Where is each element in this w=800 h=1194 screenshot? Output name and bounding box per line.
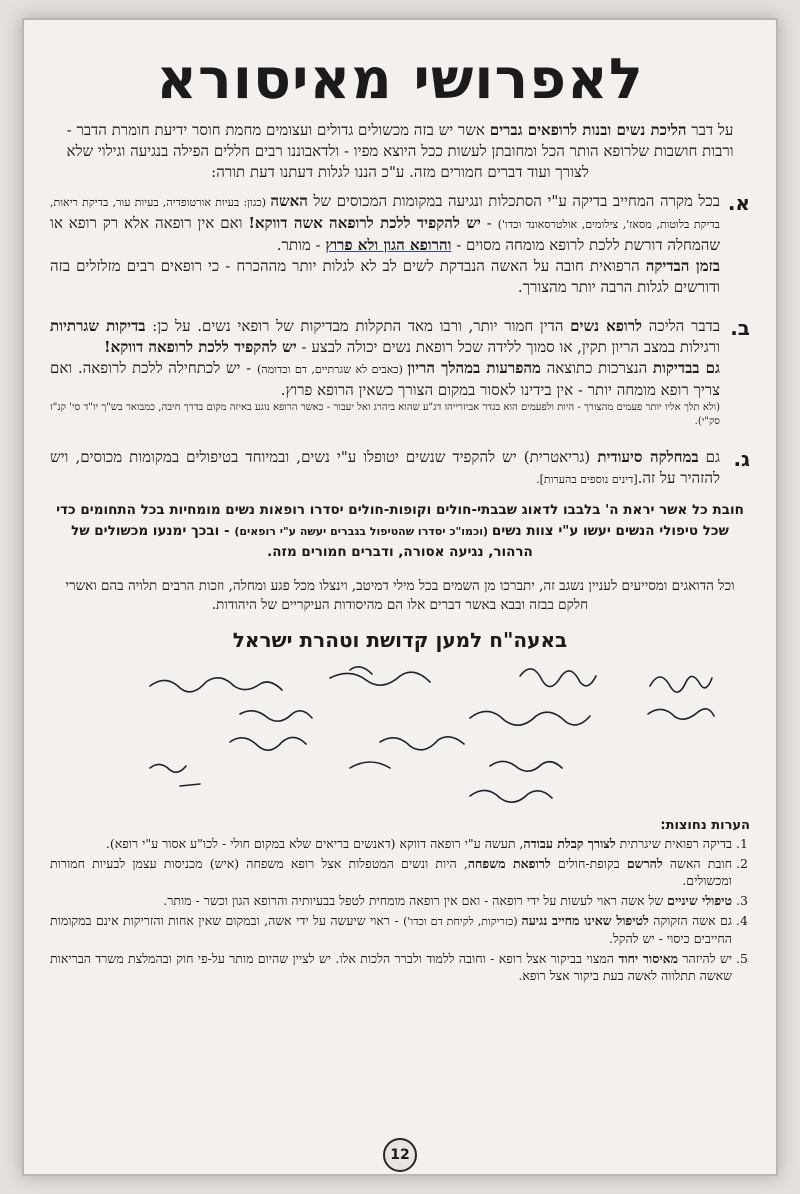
note-item [50, 892, 732, 909]
section-b-text [50, 316, 720, 429]
small-text: (כאבים לא שגרתיים, דם וכדומה) [256, 363, 408, 376]
text: בדיקה רפואית שיגרתית [615, 836, 732, 851]
note-item [50, 835, 732, 852]
intro-text-2: אשר יש בזה מכשולים גדולים ועצומים מחמת חוסר ידיעת חומרת הדבר - ורבות חושבות שלרופא הותר הכל ומחובתן לעשות ככל היוצא מפיו - ולדאבוננו רבים חללים הפילה בנגיעה וגילוי שלא לצורך ועוד דברים חמורים מזה. ע"כ הננו לגלות דעתנו דעת תורה: [66, 121, 734, 181]
text: חובת כל אשר יראת ה' בלבבו לדאוג שבבתי-חולים וקופות-חולים יסדרו רופאות נשים מומחיות בכל התחומים כדי שכל טיפולי הנשים יעשו ע"י צוות נשים [56, 502, 744, 539]
small-text: (וכמו"כ יסדרו שהטיפול בגברים יעשה ע"י רופאים) [234, 525, 492, 538]
bold-text: לרופא נשים [570, 317, 643, 335]
text: (גריאטרית) יש להקפיד שנשים יטופלו ע"י נשים, ובמיוחד בטיפולים במקומות מכוסים, ויש להזהיר על זה. [50, 448, 720, 487]
bold-text: לצורך קבלת עבודה [523, 836, 616, 851]
text: ואם אין רופאה אלא רק רופא או שהמחלה דורשת ללכת לרופא מומחה מסוים - [50, 214, 720, 254]
small-text: (ולא תלך אליו יותר פעמים מהצורך - היות ולפעמים הוא בגדר אביזרייהו דג"ע שהוא ביהרג ואל יעבור - כאשר הרופא נוגע באיזה מקום בדרך חיבה, כמבואר בש"ך יו"ד סי' קנ"ז סק"י). [50, 402, 720, 427]
section-a-letter: א. [727, 191, 750, 215]
text: הרפואית חובה על האשה הנבדקת לשים לב לא לגלות יותר מההכרח - כי רופאים רבים מזלזלים בזה ודורשים לגלות הרבה יותר מהצורך. [50, 257, 720, 296]
bold-text: טיפולי שיניים [667, 893, 732, 908]
bold-text: מהפרעות במהלך הריון [407, 359, 541, 377]
text: בקופת-חולים [550, 856, 627, 871]
page-number: 12 [383, 1138, 417, 1172]
text: של אשה ראוי לעשות על ידי רופאה - ואם אין רופאה מומחית לטפל בבעיותיה והרופא הגון וכשר - מותר. [163, 893, 668, 908]
intro-text: על דבר [686, 121, 734, 139]
text: - יש לכתחילה ללכת לרופאה. ואם צריך רופא מומחה יותר - אין בידינו לאסור במקום הצורך כשאין הרופא פרוץ. [50, 359, 720, 399]
bold-text: לטיפול שאינו מחייב נגיעה [521, 913, 649, 928]
page-title: לאפרושי מאיסורא [156, 47, 644, 112]
bold-text: במחלקה סיעודית [597, 448, 699, 466]
intro-bold: הליכת נשים ובנות לרופאים גברים [489, 121, 687, 139]
handwritten-signatures [50, 656, 750, 816]
text: הנצרכות כתוצאה [540, 359, 653, 377]
notes-heading: הערות נחוצות: [660, 818, 750, 833]
bold-text: להרשם [626, 856, 663, 871]
signatories-heading: באעה"ח למען קדושת וטהרת ישראל [232, 628, 568, 652]
small-text: (כגון: בעיות אורטופדיה, בעיות עור, בדיקת ריאות, בדיקת בלוטות, מסאז', צילומים, אולטרסאונד וכדו') [50, 196, 720, 231]
section-b [50, 316, 750, 429]
text: חובת האשה [662, 856, 733, 871]
bold-text: יש להקפיד ללכת לרופאה אשה דווקא! [248, 214, 481, 232]
section-c [50, 447, 750, 490]
bold-text: האשה [270, 192, 308, 210]
text: - מותר. [276, 236, 326, 254]
underlined-text: והרופא הגון ולא פרוץ [325, 236, 452, 254]
text: - ראוי שיעשה על ידי אשה, ובמקום שאין אחות והזריקות אינם במקומות החייבים כיסוי - יש להקל. [50, 913, 732, 946]
small-text: (כזריקות, לקיחת דם וכדו') [403, 915, 522, 928]
bold-text: מאיסור יחוד [618, 951, 679, 966]
note-item [50, 950, 732, 984]
intro-paragraph [56, 120, 744, 183]
document-page [22, 18, 778, 1176]
text: הדין חמור יותר, ורבו מאד התקלות מבדיקות של רופאי נשים. על כן: [145, 317, 571, 335]
call-to-action [50, 500, 750, 563]
text: גם [698, 448, 720, 466]
text: בדבר הליכה [642, 317, 720, 335]
text: , היות ונשים המטפלות אצל רופא משפחה (איש) מכניסות עצמן לבעיות חמורות ומכשולים. [50, 856, 732, 888]
text: ורגילות במצב הריון תקין, או סמוך ללידה שכל רופאת נשים יכולה לבצע - [296, 338, 720, 356]
section-b-letter: ב. [730, 316, 750, 340]
closing-blessing: וכל הדואגים ומסייעים לעניין נשגב זה, יתברכו מן השמים בכל מילי דמיטב, וינצלו מכל פגע ומחלה, וזכות הרבים תלויה בהם ואשרי חלקם בבזה ובבא באשר דברים אלו הם מהיסודות העיקריים של היהודות. [65, 577, 735, 613]
section-c-text [50, 447, 720, 490]
text: בכל מקרה המחייב בדיקה ע"י הסתכלות ונגיעה במקומות המכוסים של [307, 192, 720, 210]
bold-text: יש להקפיד ללכת לרופאה דווקא! [104, 338, 297, 356]
note-item [50, 912, 732, 947]
text: , תעשה ע"י רופאה דווקא (דאנשים בריאים שלא במקום חולי - לכו"ע אסור ע"י רופא). [105, 836, 524, 851]
bold-text: בזמן הבדיקה [645, 257, 721, 275]
text: יש להיזהר [678, 951, 732, 966]
bold-text: גם בבדיקות [652, 359, 720, 377]
small-text: [דינים נוספים בהערות]. [536, 473, 638, 486]
note-item [50, 855, 732, 889]
signatures [50, 656, 750, 816]
bold-text: בדיקות שגרתיות [50, 317, 146, 335]
text: - ובכך ימנעו מכשולים של הרהור, נגיעה אסורה, ודברים חמורים מזה. [71, 523, 533, 560]
text: המצוי בביקור אצל רופא - וחובה ללמוד ולברר הלכות אלו. יש לציין שהיום מותר על-פי חוק ובהמלצת משרד הבריאות שאשה תתלווה לאשה בעת ביקור אצל רופא. [50, 951, 732, 983]
text: גם אשה הזקוקה [648, 913, 732, 928]
bold-text: לרופאת משפחה [467, 856, 551, 871]
section-c-letter: ג. [733, 447, 750, 471]
section-a-text [50, 191, 720, 298]
text: - [480, 214, 498, 232]
document-body [50, 18, 750, 1176]
notes-list [50, 835, 750, 984]
section-a [50, 191, 750, 298]
